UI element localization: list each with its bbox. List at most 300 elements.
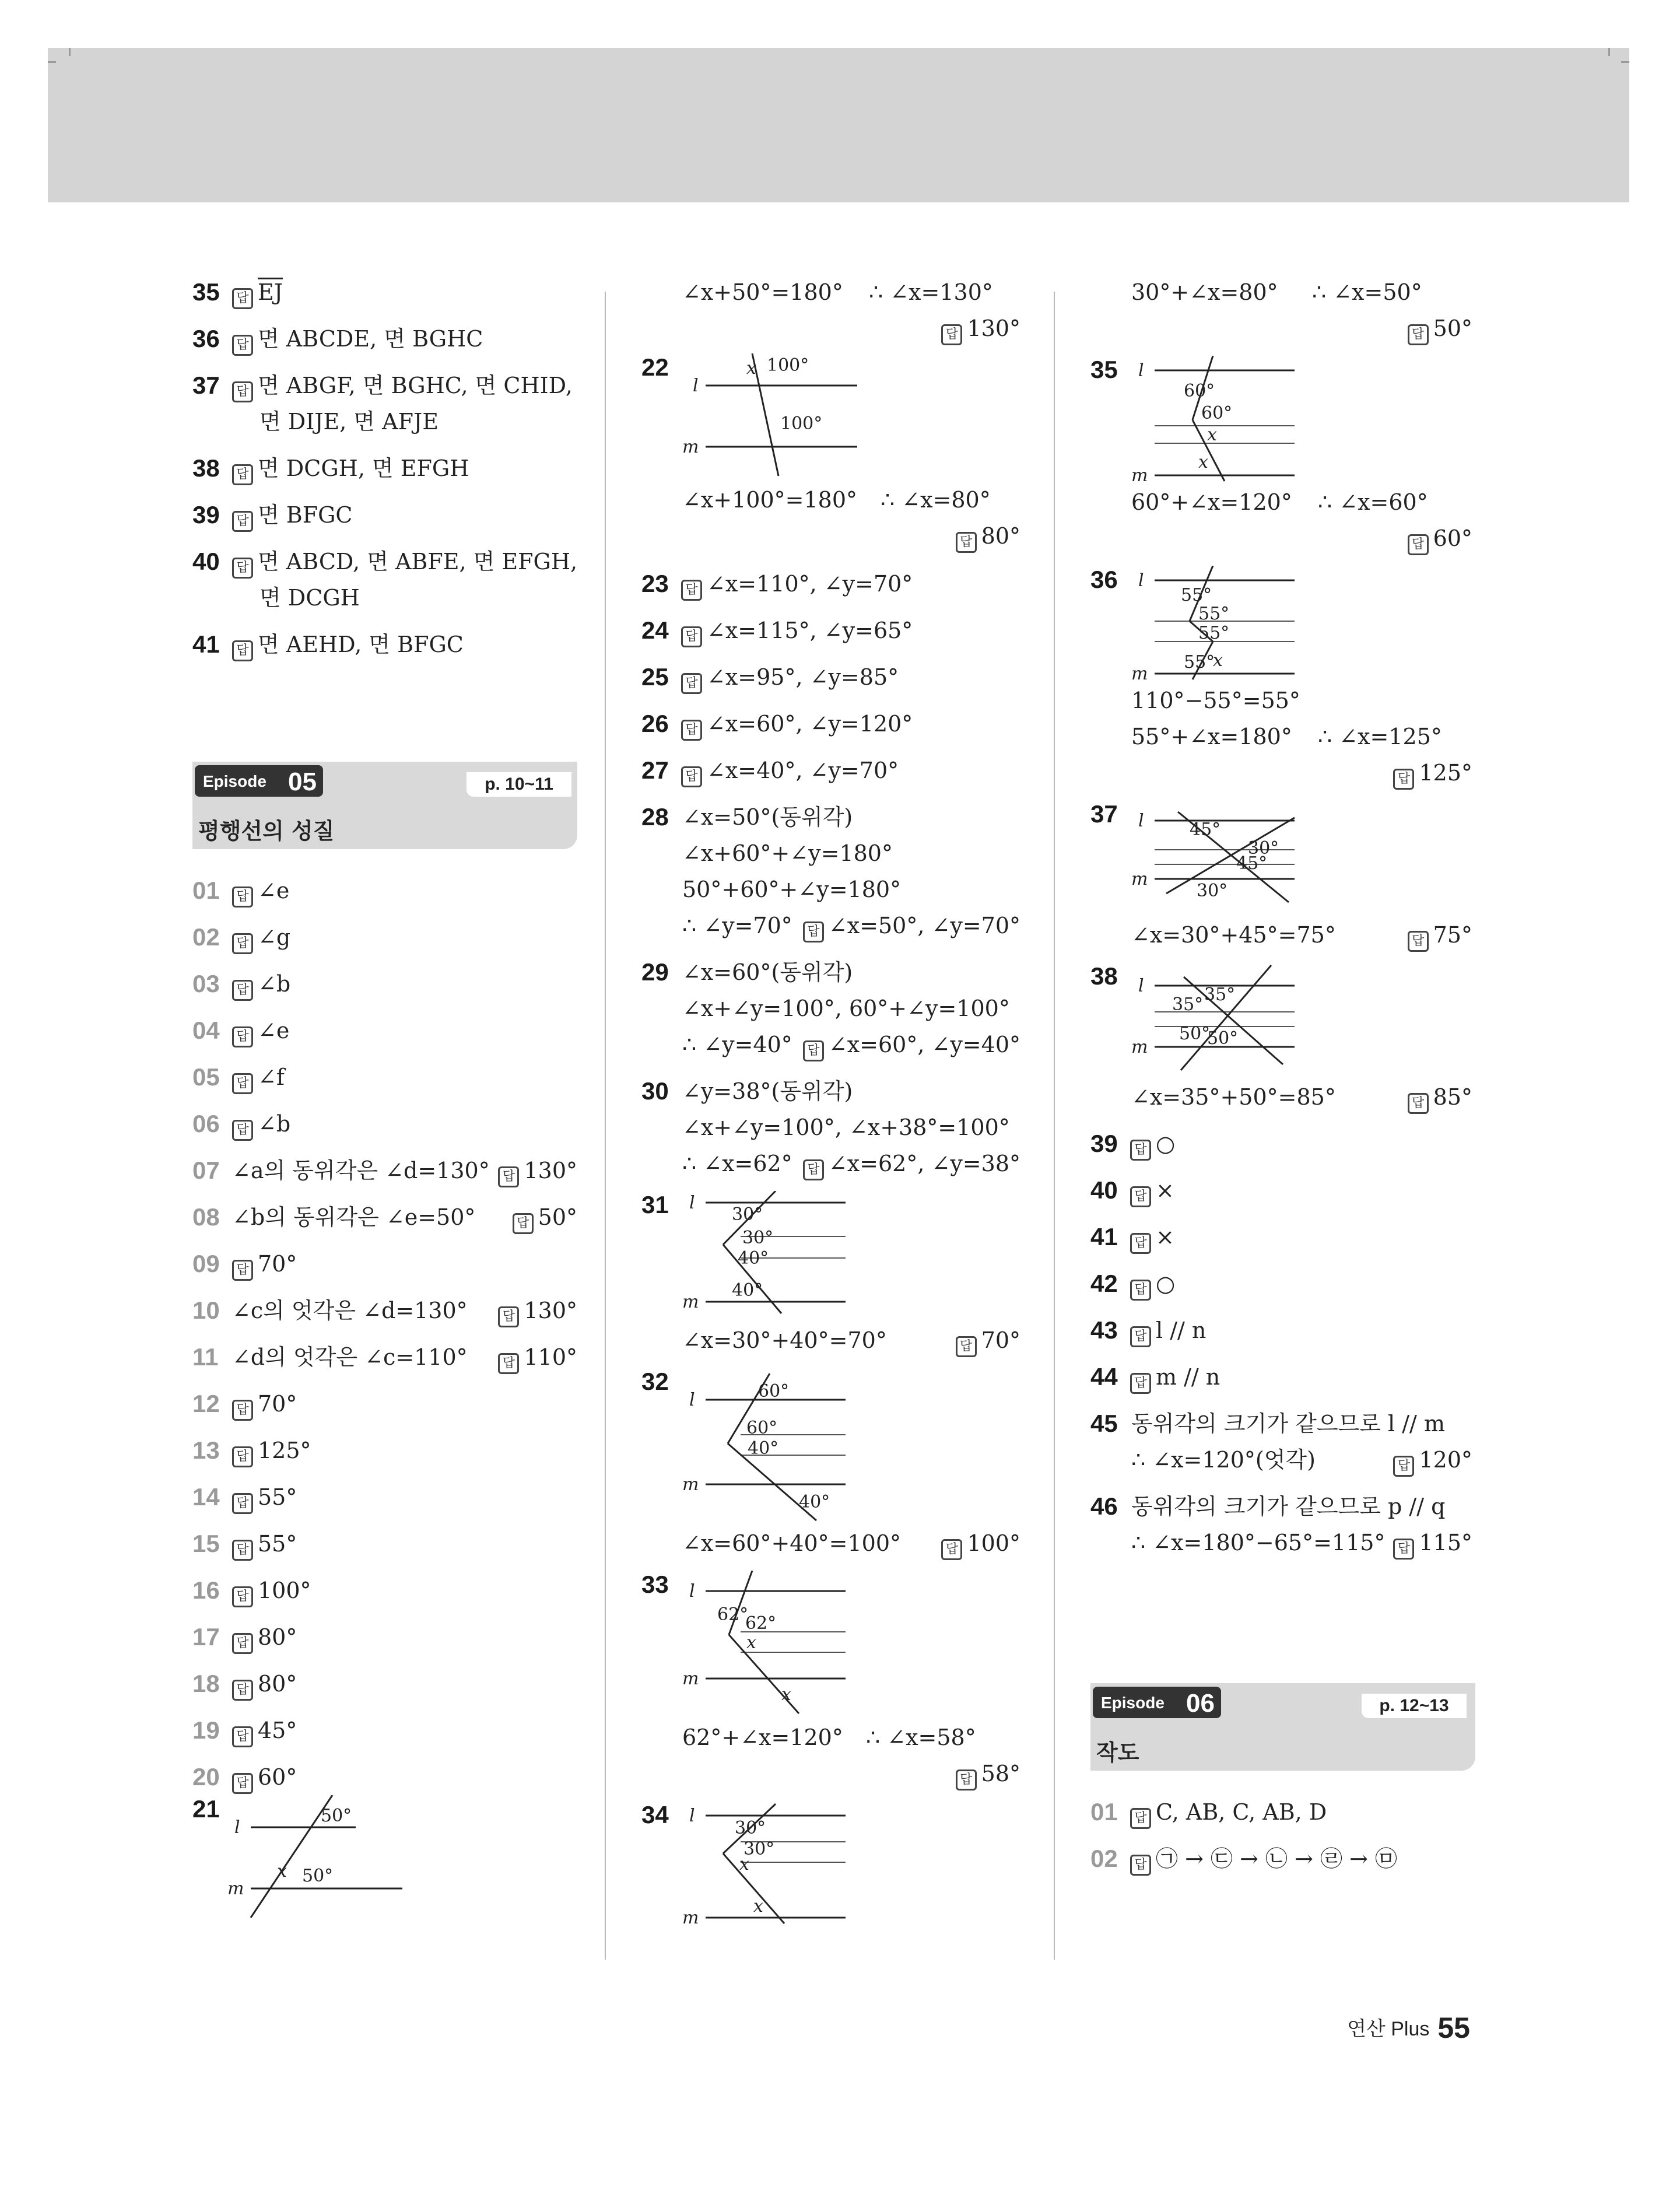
answer-row (641, 566, 1020, 602)
answer-text: 55° (258, 1484, 297, 1510)
problem-number: 12 (192, 1390, 220, 1417)
answer-mark-icon: 답 (941, 324, 962, 345)
problem-number: 01 (192, 877, 220, 904)
work-text: ∠x=30°+45°=75° (1131, 922, 1336, 948)
answer-row-cont (192, 404, 577, 440)
answer-mark-icon: 답 (1130, 1140, 1151, 1161)
answer-row (192, 1572, 577, 1609)
answer-line (1090, 520, 1472, 556)
parallel-lines-figure (682, 1801, 892, 1929)
answer-row (641, 659, 1020, 695)
series-name: 연산 Plus (1347, 2018, 1430, 2040)
svg-text:45°: 45° (1190, 819, 1221, 840)
answer-row (1090, 1172, 1472, 1208)
work-text: ∴ ∠y=40° (682, 1032, 792, 1057)
answer-mark-icon: 답 (941, 1539, 962, 1560)
problem-number: 02 (192, 923, 220, 951)
answer-mark-icon: 답 (1393, 1456, 1414, 1477)
problem-number: 36 (1090, 566, 1118, 593)
problem-number: 39 (1090, 1130, 1118, 1157)
answer-text: 80° (981, 523, 1020, 549)
svg-text:62°: 62° (745, 1613, 777, 1634)
answer-line (641, 518, 1020, 554)
answer-text: 50° (538, 1204, 577, 1230)
answer-line (1090, 755, 1472, 791)
answer-row (1090, 1312, 1472, 1348)
parallel-lines-figure (1131, 800, 1341, 917)
svg-text:50°: 50° (321, 1806, 352, 1826)
problem-number: 26 (641, 710, 669, 737)
answer-row (192, 1479, 577, 1515)
answer-mark-icon: 답 (232, 640, 253, 661)
work-text: ∴ ∠x=50° (1312, 279, 1422, 305)
answer-mark-icon: 답 (681, 766, 702, 787)
answer-text: ∠x=110°, ∠y=70° (707, 571, 913, 597)
svg-text:30°: 30° (735, 1818, 766, 1838)
work-text: 30°+∠x=80° (1131, 279, 1278, 305)
answer-text: 120° (1419, 1447, 1472, 1473)
answer-mark-icon: 답 (232, 1073, 253, 1094)
answer-mark-icon: 답 (681, 720, 702, 741)
answer-mark-icon: 답 (803, 1159, 824, 1180)
svg-text:30°: 30° (1197, 881, 1228, 901)
svg-text:40°: 40° (799, 1492, 830, 1512)
answer-mark-icon: 답 (956, 1769, 977, 1790)
answer-mark-icon: 답 (1408, 324, 1429, 345)
answer-text: ∠x=60°, ∠y=40° (828, 1032, 1020, 1057)
work-text: ∴ ∠x=125° (1318, 724, 1442, 749)
answer-mark-icon: 답 (681, 673, 702, 694)
answer-text: 70° (981, 1327, 1020, 1353)
page-reference: p. 12~13 (1362, 1694, 1467, 1718)
work-text: 110°−55°=55° (1131, 688, 1300, 713)
answer-mark-icon: 답 (1130, 1233, 1151, 1254)
work-text: ∠a의 동위각은 ∠d=130° (232, 1158, 490, 1183)
answer-row (192, 1292, 577, 1329)
answer-text: 면 BFGC (258, 502, 353, 528)
answer-row (192, 1059, 577, 1095)
work-text: ∠b의 동위각은 ∠e=50° (232, 1204, 476, 1230)
problem-number: 22 (641, 353, 669, 381)
work-text: ∠x=50°(동위각) (682, 804, 853, 830)
problem-number: 38 (192, 454, 220, 482)
answer-row (192, 1432, 577, 1469)
work-text: ∠x=30°+40°=70° (682, 1327, 887, 1353)
answer-mark-icon: 답 (232, 1446, 253, 1467)
episode-header (1090, 1683, 1472, 1771)
answer-text: ∠g (258, 924, 291, 950)
answer-row (192, 1526, 577, 1562)
problem-number: 43 (1090, 1316, 1118, 1344)
work-line (641, 274, 1020, 310)
answer-row (192, 873, 577, 909)
answer-text: 75° (1433, 922, 1472, 948)
svg-text:55°: 55° (1181, 585, 1212, 605)
answer-text: 면 ABCD, 면 ABFE, 면 EFGH, (258, 549, 578, 574)
work-text: ∠c의 엇각은 ∠d=130° (232, 1298, 468, 1323)
svg-text:30°: 30° (742, 1228, 774, 1248)
answer-text: 45° (258, 1718, 297, 1743)
answer-text: ㉠ → ㉢ → ㉡ → ㉣ → ㉤ (1156, 1846, 1397, 1872)
svg-text:x: x (739, 1854, 749, 1874)
problem-number: 21 (192, 1795, 220, 1823)
episode-number: 05 (288, 768, 317, 796)
answer-row (192, 966, 577, 1002)
work-line (641, 990, 1020, 1026)
answer-text: 80° (258, 1671, 297, 1697)
answer-mark-icon: 답 (232, 1586, 253, 1607)
episode-header (192, 762, 577, 849)
work-line (641, 907, 1020, 944)
answer-text: 110° (524, 1344, 577, 1370)
work-text: ∠x=60°+40°=100° (682, 1530, 902, 1556)
answer-mark-icon: 답 (232, 381, 253, 402)
svg-text:m: m (227, 1879, 244, 1899)
svg-text:x: x (746, 1632, 756, 1653)
answer-row (1090, 1794, 1472, 1830)
answer-text: ∠b (258, 1111, 291, 1137)
answer-row (192, 321, 577, 357)
answer-text: 125° (1419, 760, 1472, 786)
answer-row (192, 1152, 577, 1189)
problem-number: 32 (641, 1368, 669, 1395)
svg-text:62°: 62° (717, 1604, 749, 1625)
svg-text:40°: 40° (748, 1438, 779, 1459)
answer-mark-icon: 답 (1393, 769, 1414, 790)
svg-text:60°: 60° (746, 1418, 778, 1438)
answer-text: 70° (258, 1251, 297, 1277)
answer-text: 면 ABCDE, 면 BGHC (258, 326, 483, 352)
answer-row (192, 1666, 577, 1702)
work-text: ∠x+∠y=100°, 60°+∠y=100° (682, 996, 1010, 1021)
answer-line (641, 1756, 1020, 1792)
answer-row (192, 1619, 577, 1655)
problem-37 (1090, 800, 1472, 917)
work-line (1090, 917, 1472, 953)
answer-row (192, 1339, 577, 1375)
parallel-lines-figure (227, 1795, 461, 1929)
answer-row (192, 1199, 577, 1235)
svg-text:x: x (753, 1896, 763, 1916)
work-line (1090, 1442, 1472, 1478)
answer-mark-icon: 답 (232, 288, 253, 309)
answer-mark-icon: 답 (232, 1726, 253, 1747)
problem-32 (641, 1368, 1020, 1525)
answer-text: ∠e (258, 1018, 290, 1043)
answer-row (641, 752, 1020, 789)
episode-number: 06 (1186, 1689, 1215, 1718)
answer-row (1090, 1359, 1472, 1395)
answer-row (1090, 1126, 1472, 1162)
answer-column-3 (1090, 274, 1472, 1877)
problem-number: 08 (192, 1203, 220, 1231)
answer-text: 80° (258, 1624, 297, 1650)
problem-number: 13 (192, 1436, 220, 1464)
parallel-lines-figure (1131, 356, 1341, 484)
problem-number: 44 (1090, 1363, 1118, 1390)
page-reference: p. 10~11 (467, 772, 571, 797)
svg-text:x: x (781, 1684, 791, 1705)
problem-number: 45 (1090, 1410, 1118, 1437)
answer-text: 55° (258, 1531, 297, 1557)
svg-text:l: l (1138, 570, 1144, 591)
svg-text:x: x (746, 358, 756, 379)
svg-text:40°: 40° (738, 1248, 769, 1269)
svg-text:m: m (1131, 465, 1148, 484)
problem-number: 40 (1090, 1176, 1118, 1204)
svg-text:30°: 30° (732, 1204, 763, 1225)
parallel-lines-figure (1131, 566, 1341, 682)
work-line (641, 1525, 1020, 1561)
work-line (641, 1145, 1020, 1182)
problem-number: 33 (641, 1571, 669, 1598)
problem-number: 03 (192, 970, 220, 997)
svg-text:55°: 55° (1198, 623, 1230, 643)
problem-number: 05 (192, 1063, 220, 1091)
answer-mark-icon: 답 (1130, 1373, 1151, 1394)
answer-text: 면 DIJE, 면 AFJE (259, 409, 439, 435)
answer-mark-icon: 답 (1408, 931, 1429, 952)
answer-text: ∠x=95°, ∠y=85° (707, 664, 899, 690)
work-text: 동위각의 크기가 같으므로 p // q (1131, 1494, 1446, 1519)
answer-row (192, 1386, 577, 1422)
problem-number: 23 (641, 570, 669, 597)
svg-text:55°: 55° (1184, 652, 1215, 672)
answer-text: × (1156, 1224, 1174, 1250)
answer-column-1 (192, 274, 577, 1923)
work-text: ∠x+∠y=100°, ∠x+38°=100° (682, 1115, 1010, 1140)
work-line (1090, 1406, 1472, 1442)
svg-text:30°: 30° (1248, 838, 1279, 859)
work-text: ∴ ∠x=62° (682, 1151, 792, 1176)
svg-text:60°: 60° (1184, 381, 1215, 401)
problem-21 (192, 1795, 577, 1923)
answer-row (192, 367, 577, 404)
work-text: ∠x+60°+∠y=180° (682, 840, 893, 866)
svg-text:m: m (1131, 1037, 1148, 1057)
work-line (641, 1719, 1020, 1756)
answer-text: 115° (1419, 1530, 1472, 1555)
svg-text:m: m (682, 1908, 699, 1928)
answer-mark-icon: 답 (803, 921, 824, 942)
answer-mark-icon: 답 (803, 1040, 824, 1061)
answer-mark-icon: 답 (1393, 1539, 1414, 1560)
problem-number: 14 (192, 1483, 220, 1511)
problem-number: 41 (1090, 1223, 1118, 1250)
problem-number: 35 (192, 278, 220, 306)
problem-number: 06 (192, 1110, 220, 1137)
answer-text: ○ (1156, 1131, 1176, 1157)
problem-34 (641, 1801, 1020, 1929)
svg-text:l: l (1138, 811, 1144, 831)
svg-text:l: l (689, 1581, 695, 1602)
answer-mark-icon: 답 (232, 511, 253, 532)
answer-row-cont (192, 580, 577, 616)
answer-text: 면 DCGH (259, 585, 360, 611)
work-line (1090, 719, 1472, 755)
answer-mark-icon: 답 (681, 580, 702, 601)
problem-number: 11 (192, 1343, 219, 1371)
problem-number: 10 (192, 1297, 220, 1324)
work-line (641, 1073, 1020, 1109)
answer-mark-icon: 답 (513, 1213, 534, 1234)
answer-row (192, 1712, 577, 1749)
problem-number: 04 (192, 1017, 220, 1044)
answer-text: ○ (1156, 1271, 1176, 1297)
work-text: ∴ ∠x=130° (869, 279, 993, 305)
answer-text: 100° (967, 1530, 1020, 1556)
answer-row (192, 1012, 577, 1049)
work-line (1090, 1488, 1472, 1525)
answer-mark-icon: 답 (1408, 1093, 1429, 1114)
problem-number: 09 (192, 1250, 220, 1277)
svg-text:l: l (1138, 360, 1144, 381)
answer-text: 130° (524, 1158, 577, 1183)
parallel-lines-figure (682, 1571, 892, 1719)
answer-mark-icon: 답 (232, 1540, 253, 1561)
answer-mark-icon: 답 (232, 335, 253, 356)
svg-text:35°: 35° (1204, 984, 1236, 1005)
problem-number: 18 (192, 1670, 220, 1697)
answer-row (192, 497, 577, 533)
problem-33 (641, 1571, 1020, 1719)
crop-mark (1621, 61, 1629, 63)
svg-text:60°: 60° (758, 1381, 790, 1401)
work-line (641, 482, 1020, 518)
problem-number: 19 (192, 1716, 220, 1744)
crop-mark (48, 61, 56, 63)
answer-line (1090, 310, 1472, 346)
svg-text:m: m (1131, 664, 1148, 682)
svg-text:40°: 40° (732, 1280, 763, 1301)
answer-mark-icon: 답 (681, 626, 702, 647)
problem-number: 35 (1090, 356, 1118, 383)
answer-row (1090, 1219, 1472, 1255)
work-line (641, 799, 1020, 835)
svg-text:50°: 50° (1207, 1028, 1239, 1049)
work-line (641, 1109, 1020, 1145)
answer-text: 60° (1433, 525, 1472, 551)
work-text: ∠x+50°=180° (682, 279, 843, 305)
answer-text: 130° (524, 1298, 577, 1323)
svg-text:m: m (1131, 869, 1148, 889)
work-text: ∴ ∠x=60° (1318, 489, 1428, 515)
answer-text: ∠x=60°, ∠y=120° (707, 711, 913, 737)
answer-text: m // n (1156, 1364, 1220, 1390)
answer-text: 85° (1433, 1084, 1472, 1110)
episode-label: Episode (1101, 1694, 1165, 1712)
answer-mark-icon: 답 (232, 558, 253, 579)
problem-number: 41 (192, 630, 220, 658)
answer-column-2 (641, 274, 1020, 1929)
work-line (641, 871, 1020, 907)
work-line (1090, 682, 1472, 719)
problem-31 (641, 1191, 1020, 1322)
answer-text: 125° (258, 1438, 311, 1463)
answer-text: C, AB, C, AB, D (1156, 1799, 1327, 1825)
answer-row (192, 544, 577, 580)
column-divider (1054, 292, 1055, 1960)
answer-text: 면 AEHD, 면 BFGC (258, 632, 464, 657)
problem-number: 40 (192, 548, 220, 575)
answer-mark-icon: 답 (1130, 1280, 1151, 1301)
answer-text: l // n (1156, 1318, 1206, 1343)
problem-number: 15 (192, 1530, 220, 1557)
answer-mark-icon: 답 (232, 1633, 253, 1654)
answer-row (192, 274, 577, 310)
problem-number: 39 (192, 501, 220, 528)
answer-mark-icon: 답 (232, 886, 253, 907)
work-text: ∴ ∠x=80° (881, 487, 991, 513)
answer-row (192, 919, 577, 955)
work-text: ∴ ∠x=120°(엇각) (1131, 1447, 1316, 1473)
problem-number: 25 (641, 663, 669, 691)
answer-mark-icon: 답 (1130, 1186, 1151, 1207)
answer-text: 면 DCGH, 면 EFGH (258, 455, 469, 481)
problem-number: 42 (1090, 1270, 1118, 1297)
problem-number: 17 (192, 1623, 220, 1651)
problem-number: 01 (1090, 1798, 1118, 1825)
answer-text: × (1156, 1178, 1174, 1203)
page-footer (1347, 2011, 1470, 2045)
problem-22 (641, 353, 1020, 482)
parallel-lines-figure (682, 1368, 892, 1525)
problem-number: 20 (192, 1763, 220, 1790)
svg-text:m: m (682, 1474, 699, 1495)
answer-text: 100° (258, 1578, 311, 1603)
work-text: 62°+∠x=120° (682, 1725, 843, 1750)
svg-text:30°: 30° (743, 1839, 775, 1859)
work-line (1090, 1079, 1472, 1115)
work-text: ∠x=60°(동위각) (682, 959, 853, 985)
work-line (1090, 484, 1472, 520)
work-text: 60°+∠x=120° (1131, 489, 1292, 515)
svg-text:l: l (689, 1806, 695, 1826)
svg-text:35°: 35° (1172, 994, 1204, 1015)
svg-text:45°: 45° (1236, 853, 1268, 874)
work-line (641, 954, 1020, 990)
problem-number: 27 (641, 756, 669, 784)
answer-row (641, 706, 1020, 742)
parallel-lines-figure (682, 1191, 892, 1322)
answer-mark-icon: 답 (956, 532, 977, 553)
crop-mark (69, 48, 71, 56)
problem-number: 34 (641, 1801, 669, 1828)
svg-text:l: l (689, 1193, 695, 1213)
answer-text: ∠e (258, 878, 290, 903)
work-text: ∠x=35°+50°=85° (1131, 1084, 1336, 1110)
problem-number: 37 (192, 372, 220, 399)
answer-row (192, 450, 577, 486)
answer-text: ∠f (258, 1064, 285, 1090)
svg-text:50°: 50° (302, 1866, 334, 1886)
answer-text: ∠x=50°, ∠y=70° (828, 913, 1020, 938)
work-text: 55°+∠x=180° (1131, 724, 1292, 749)
answer-mark-icon: 답 (1130, 1808, 1151, 1829)
work-line (1090, 274, 1472, 310)
problem-number: 16 (192, 1576, 220, 1604)
answer-text: 58° (981, 1761, 1020, 1786)
svg-text:x: x (1207, 425, 1217, 445)
answer-line (641, 310, 1020, 346)
problem-35 (1090, 356, 1472, 484)
episode-title: 작도 (1096, 1740, 1139, 1765)
answer-row (192, 1246, 577, 1282)
answer-mark-icon: 답 (498, 1166, 519, 1187)
answer-mark-icon: 답 (956, 1336, 977, 1357)
work-line (641, 1322, 1020, 1358)
problem-number: 38 (1090, 962, 1118, 990)
